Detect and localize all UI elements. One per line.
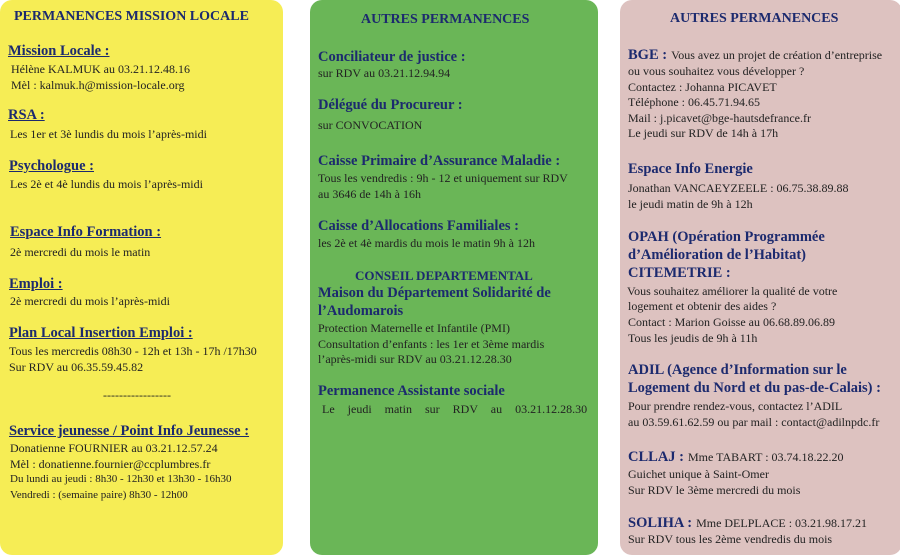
espace-info-formation-title: Espace Info Formation :: [10, 224, 162, 240]
rsa-title: RSA :: [8, 107, 45, 123]
soliha-contact: Mme DELPLACE : 03.21.98.17.21: [696, 516, 868, 530]
cllaj-contact: Mme TABART : 03.74.18.22.20: [688, 450, 844, 464]
espace-info-energie-schedule: le jeudi matin de 9h à 12h: [628, 197, 753, 211]
caf-title: Caisse d’Allocations Familiales :: [318, 218, 519, 234]
service-jeunesse-friday-hours: Vendredi : (semaine paire) 8h30 - 12h00: [10, 489, 188, 501]
opah-schedule: Tous les jeudis de 9h à 11h: [628, 331, 758, 345]
adil-intro: Pour prendre rendez-vous, contactez l’ADIL: [628, 399, 843, 413]
conciliateur-info: sur RDV au 03.21.12.94.94: [318, 66, 451, 80]
cllaj-title: CLLAJ :: [628, 449, 684, 465]
panel-header: AUTRES PERMANENCES: [670, 11, 839, 26]
bge-heading: [628, 46, 882, 64]
cpam-title: Caisse Primaire d’Assurance Maladie :: [318, 153, 561, 169]
bge-line: ou vous souhaitez vous développer ?: [628, 64, 805, 78]
opah-line: logement et obtenir des aides ?: [628, 299, 777, 313]
rsa-schedule: Les 1er et 3è lundis du mois l’après-midi: [10, 127, 207, 141]
plie-schedule: Tous les mercredis 08h30 - 12h et 13h - 17h /17h30: [9, 344, 257, 358]
opah-intro: Vous souhaitez améliorer la qualité de votre: [627, 284, 838, 298]
assistante-sociale-schedule: Le jeudi matin sur RDV au 03.21.12.28.30: [322, 402, 588, 416]
espace-info-energie-title: Espace Info Energie: [628, 161, 753, 177]
emploi-title: Emploi :: [9, 276, 63, 292]
adil-title-line2: Logement du Nord et du pas-de-Calais) :: [628, 380, 881, 396]
panel-header: AUTRES PERMANENCES: [361, 12, 530, 27]
autres-permanences-panel-1: [310, 0, 598, 555]
espace-info-formation-schedule: 2è mercredi du mois le matin: [10, 245, 151, 259]
service-jeunesse-title: Service jeunesse / Point Info Jeunesse :: [9, 423, 250, 439]
service-jeunesse-email: Mèl : donatienne.fournier@ccplumbres.fr: [10, 457, 211, 471]
mds-rdv: l’après-midi sur RDV au 03.21.12.28.30: [318, 352, 512, 366]
bge-phone: Téléphone : 06.45.71.94.65: [628, 95, 760, 109]
mission-locale-panel: [0, 0, 283, 555]
conseil-departemental-heading: CONSEIL DEPARTEMENTAL: [355, 268, 533, 283]
cpam-schedule: Tous les vendredis : 9h - 12 et uniquement sur RDV: [318, 171, 568, 185]
bge-contact: Contactez : Johanna PICAVET: [628, 80, 777, 94]
mds-title-line1: Maison du Département Solidarité de: [318, 285, 551, 301]
mission-locale-title: Mission Locale :: [8, 43, 110, 59]
procureur-title: Délégué du Procureur :: [318, 97, 463, 113]
cllaj-schedule: Sur RDV le 3ème mercredi du mois: [628, 483, 801, 497]
opah-contact: Contact : Marion Goisse au 06.68.89.06.89: [628, 315, 835, 329]
adil-contact: au 03.59.61.62.59 ou par mail : contact@adilnpdc.fr: [628, 415, 880, 429]
bge-intro: Vous avez un projet de création d’entreprise: [671, 48, 883, 62]
bge-title: BGE :: [628, 47, 668, 63]
mds-title-line2: l’Audomarois: [318, 303, 404, 319]
caf-schedule: les 2è et 4è mardis du mois le matin 9h à 12h: [318, 236, 535, 250]
service-jeunesse-weekday-hours: Du lundi au jeudi : 8h30 - 12h30 et 13h30 - 16h30: [10, 473, 232, 485]
soliha-title: SOLIHA :: [628, 515, 693, 531]
service-jeunesse-contact: Donatienne FOURNIER au 03.21.12.57.24: [10, 441, 218, 455]
autres-permanences-panel-2: [620, 0, 900, 555]
plie-phone: Sur RDV au 06.35.59.45.82: [9, 360, 144, 374]
mission-locale-email: Mèl : kalmuk.h@mission-locale.org: [11, 78, 185, 92]
bge-mail: Mail : j.picavet@bge-hautsdefrance.fr: [628, 111, 811, 125]
plie-title: Plan Local Insertion Emploi :: [9, 325, 193, 341]
opah-title-line1: OPAH (Opération Programmée: [628, 229, 825, 245]
bge-schedule: Le jeudi sur RDV de 14h à 17h: [628, 126, 779, 140]
soliha-schedule: Sur RDV tous les 2ème vendredis du mois: [628, 532, 833, 546]
adil-title-line1: ADIL (Agence d’Information sur le: [628, 362, 847, 378]
soliha-heading: [628, 514, 867, 532]
cpam-phone: au 3646 de 14h à 16h: [318, 187, 421, 201]
psychologue-title: Psychologue :: [9, 158, 94, 174]
mds-consultation: Consultation d’enfants : les 1er et 3ème mardis: [318, 337, 545, 351]
cllaj-heading: [628, 448, 844, 466]
mission-locale-contact: Hélène KALMUK au 03.21.12.48.16: [11, 62, 190, 76]
conciliateur-title: Conciliateur de justice :: [318, 49, 466, 65]
espace-info-energie-contact: Jonathan VANCAEYZEELE : 06.75.38.89.88: [628, 181, 849, 195]
opah-title-line2: d’Amélioration de l’Habitat): [628, 247, 807, 263]
cllaj-location: Guichet unique à Saint-Omer: [628, 467, 769, 481]
emploi-schedule: 2è mercredi du mois l’après-midi: [10, 294, 170, 308]
procureur-info: sur CONVOCATION: [318, 118, 423, 132]
panel-header: PERMANENCES MISSION LOCALE: [14, 9, 249, 24]
psychologue-schedule: Les 2è et 4è lundis du mois l’après-midi: [10, 177, 203, 191]
assistante-sociale-title: Permanence Assistante sociale: [318, 383, 505, 399]
separator: -----------------: [103, 388, 171, 402]
citemetrie-title: CITEMETRIE :: [628, 265, 731, 281]
mds-pmi: Protection Maternelle et Infantile (PMI): [318, 321, 510, 335]
